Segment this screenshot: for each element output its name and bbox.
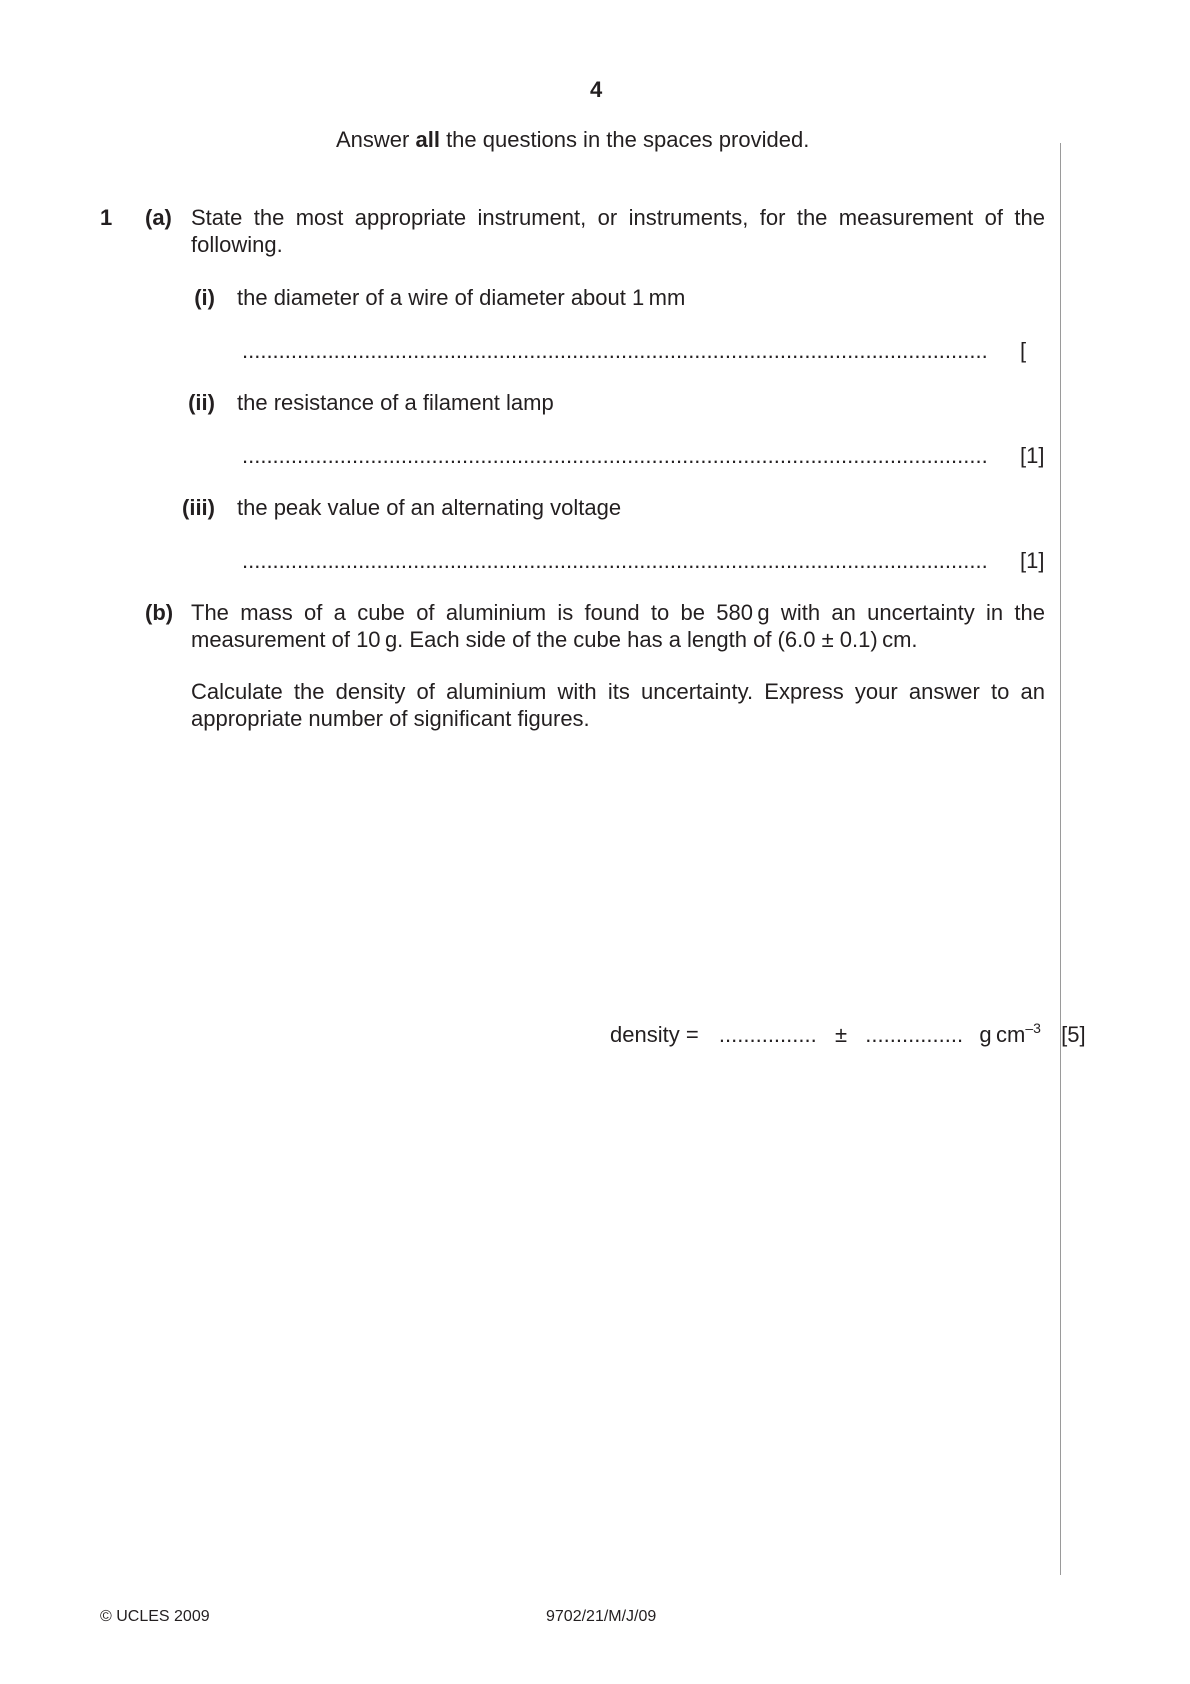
density-marks: [5] xyxy=(1061,1022,1086,1047)
item-ii-answer-line[interactable]: .......................................................................................................................... xyxy=(242,443,988,468)
part-b-para1-line2: measurement of 10 g. Each side of the cube has a length of (6.0 ± 0.1) cm. xyxy=(191,627,918,652)
item-i-answer-line[interactable]: .......................................................................................................................... xyxy=(242,338,988,363)
item-iii-label: (iii) xyxy=(182,495,215,520)
footer-code: 9702/21/M/J/09 xyxy=(546,1608,657,1625)
density-unit-exponent: –3 xyxy=(1025,1020,1041,1036)
item-iii-text: the peak value of an alternating voltage xyxy=(237,495,622,520)
page-number: 4 xyxy=(590,77,603,102)
item-ii-marks: [1] xyxy=(1020,443,1045,468)
density-unit-base: g cm xyxy=(979,1022,1026,1047)
density-answer xyxy=(610,1021,1086,1048)
question-number: 1 xyxy=(100,205,113,230)
item-i-label: (i) xyxy=(194,285,215,310)
part-a-line1: State the most appropriate instrument, or instruments, for the measurement of the xyxy=(191,205,1045,230)
density-value-blank[interactable]: ................ xyxy=(718,1022,817,1047)
footer-copyright: © UCLES 2009 xyxy=(100,1608,210,1625)
instructions-bold: all xyxy=(415,127,440,152)
plus-minus-symbol: ± xyxy=(834,1022,848,1047)
item-ii-label: (ii) xyxy=(188,390,215,415)
instructions-suffix: the questions in the spaces provided. xyxy=(439,127,810,152)
item-ii-text: the resistance of a filament lamp xyxy=(237,390,554,415)
item-i-marks: [ xyxy=(1020,338,1027,363)
density-unit xyxy=(979,1022,1041,1047)
instructions xyxy=(336,126,809,153)
part-a-label: (a) xyxy=(145,205,172,230)
uncertainty-blank[interactable]: ................ xyxy=(865,1022,964,1047)
part-b-para1-line1: The mass of a cube of aluminium is found to be 580 g with an uncertainty in the xyxy=(191,600,1045,625)
item-iii-marks: [1] xyxy=(1020,548,1045,573)
item-i-text: the diameter of a wire of diameter about 1 mm xyxy=(237,285,686,310)
part-b-label: (b) xyxy=(145,600,174,625)
margin-line xyxy=(1060,143,1061,1575)
density-label: density = xyxy=(610,1022,699,1047)
item-iii-answer-line[interactable]: .......................................................................................................................... xyxy=(242,548,988,573)
part-a-line2: following. xyxy=(191,232,283,257)
part-b-para2-line1: Calculate the density of aluminium with its uncertainty. Express your answer to an xyxy=(191,679,1045,704)
part-b-para2-line2: appropriate number of significant figures. xyxy=(191,706,590,731)
instructions-prefix: Answer xyxy=(336,127,416,152)
